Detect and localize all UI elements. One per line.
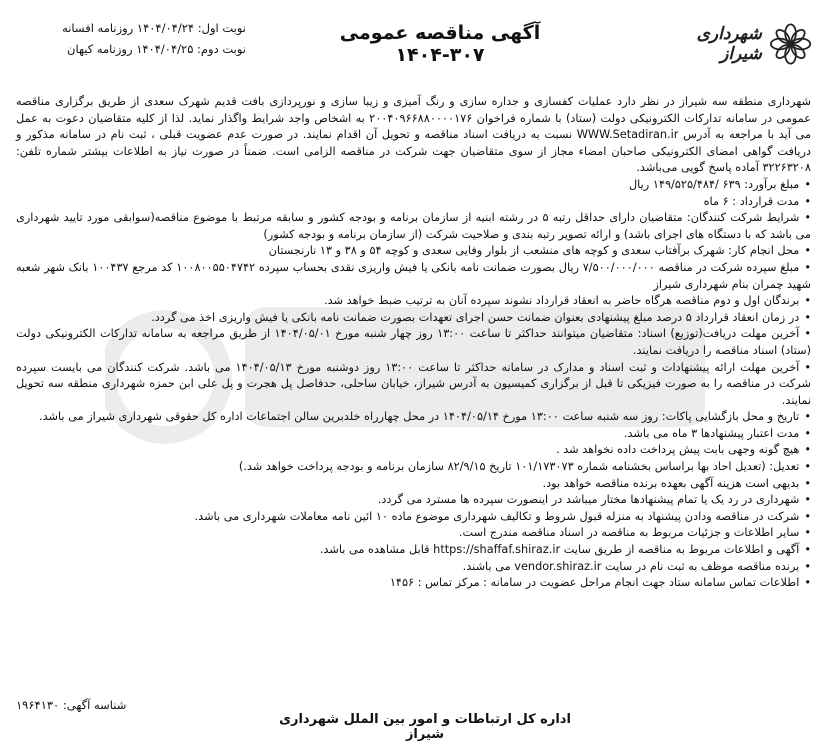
bullet-other-info: • سایر اطلاعات و جزئیات مربوط به مناقصه در اسناد مناقصه مندرج است.	[16, 525, 811, 542]
publication-first: نوبت اول: ۱۴۰۴/۰۴/۲۴ روزنامه افسانه	[62, 21, 246, 35]
logo-wordmark: شهرداری شیراز	[696, 24, 762, 64]
bullet-acceptance-terms: • شرکت در مناقصه ودادن پیشنهاد به منزله قبول شروط و تکالیف شهرداری موضوع ماده ۱۰ ائین نامه معاملات شهرداری می باشد.	[16, 509, 811, 526]
footer	[10, 698, 817, 742]
bullet-proposal-deadline: • آخرین مهلت ارائه پیشنهادات و ثبت اسناد و مدارک در سامانه حداکثر تا ساعت ۱۳:۰۰ روز دوشنبه مورخ ۱۴۰۴/۰۵/۱۳ می باشد. شرکت کنندگان می بایست سپرده شرکت در مناقصه را به صورت فیزیکی تا قبل از برگزاری کمیسیون به آدرس شیراز، خیابان ساحلی، حدفاصل پل هجرت و پل علی ابن حمزه شهرداری منطقه سه تحویل نمایند.	[16, 360, 811, 410]
bullet-no-prepayment: • هیچ گونه وجهی بابت پیش پرداخت داده نخواهد شد .	[16, 442, 811, 459]
bullet-estimated-amount: • مبلغ برآورد: ۶۳۹ /۱۴۹/۵۲۵/۴۸۴ ریال	[16, 177, 811, 194]
bullet-contract-duration: • مدت قرارداد : ۶ ماه	[16, 194, 811, 211]
publication-second: نوبت دوم: ۱۴۰۴/۰۴/۲۵ روزنامه کیهان	[67, 42, 246, 56]
bullet-rejection-right: • شهرداری در رد یک یا تمام پیشنهادها مختار میباشد در اینصورت سپرده ها مسترد می گردد.	[16, 492, 811, 509]
bullet-work-location: • محل انجام کار: شهرک برآفتاب سعدی و کوچه های منشعب از بلوار وفایی سعدی و کوچه ۵۴ و ۳۸ و ۱۳ نارنجستان	[16, 243, 811, 260]
bullet-shaffaf-site: • آگهی و اطلاعات مربوط به مناقصه از طریق سایت https://shaffaf.shiraz.ir قابل مشاهده می باشد.	[16, 542, 811, 559]
bullet-document-deadline: • آخرین مهلت دریافت(توزیع) اسناد: متقاضیان میتوانند حداکثر تا ساعت ۱۳:۰۰ روز چهار شنبه مورخ ۱۴۰۴/۰۵/۰۱ از طریق مراجعه به سامانه تدارکات الکترونیکی دولت (ستاد) اسناد مناقصه را دریافت نمایند.	[16, 326, 811, 359]
bullet-vendor-registration: • برنده مناقصه موظف به ثبت نام در سایت vendor.shiraz.ir می باشند.	[16, 559, 811, 576]
issuer-title: اداره کل ارتباطات و امور بین الملل شهرداری شیراز	[279, 712, 571, 742]
tender-body	[16, 94, 811, 592]
publication-schedule	[16, 18, 246, 60]
bullet-performance-guarantee: • در زمان انعقاد قرارداد ۵ درصد مبلغ پیشنهادی بعنوان ضمانت حسن اجرای تعهدات بصورت ضمانت نامه بانکی یا فیش واریزی اخذ می گردد.	[16, 310, 811, 327]
bullet-winners-deposit: • برندگان اول و دوم مناقصه هرگاه حاضر به انعقاد قرارداد نشوند سپرده آنان به ترتیب ضبط خواهد شد.	[16, 293, 811, 310]
flower-emblem-icon	[770, 21, 811, 67]
intro-paragraph: شهرداری منطقه سه شیراز در نظر دارد عملیات کفسازی و جداره سازی و رنگ آمیزی و زیبا سازی و نورپردازی بافت قدیم شهرک سعدی از طریق برگزاری مناقصه عمومی در سامانه تدارکات الکترونیکی دولت (ستاد) با شماره فراخوان ۲۰۰۴۰۹۶۶۸۸۰۰۰۰۱۷۶ به اشخاص واجد شرایط واگذار نماید. لذا از کلیه متقاضیان دعوت به عمل می آید با مراجعه به آدرس WWW.Setadiran.ir نسبت به دریافت اسناد مناقصه و تحویل آن اقدام نمایند. در صورت عدم عضویت قبلی ، ثبت نام در سامانه مذکور و دریافت گواهی امضای الکترونیکی صاحبان امضاء مجاز از سوی متقاضیان جهت شرکت در مناقصه الزامی است. ضمناً در صورت نیاز به اطلاعات بیشتر شماره تلفن: ۳۲۲۶۳۲۰۸ آماده پاسخ گویی می‌باشد.	[16, 95, 811, 175]
shiraz-municipality-logo	[661, 14, 811, 74]
header	[10, 12, 817, 82]
bullet-validity: • مدت اعتبار پیشنهادها ۳ ماه می باشد.	[16, 426, 811, 443]
bullet-price-adjustment: • تعدیل: (تعدیل احاد بها براساس بخشنامه شماره ۱۰۱/۱۷۳۰۷۳ تاریخ ۸۲/۹/۱۵ سازمان برنامه و بودجه پرداخت خواهد شد.)	[16, 459, 811, 476]
bullet-participant-conditions: • شرایط شرکت کنندگان: متقاضیان دارای حداقل رتبه ۵ در رشته ابنیه از سازمان برنامه و بودجه کشور و سابقه مرتبط با موضوع مناقصه(سوابقی مورد تایید شهرداری می باشد که با دستگاه های اجرای باشد) و ارائه تصویر رتبه بندی و صلاحیت شرکت (از سازمان برنامه و بودجه کشور)	[16, 210, 811, 243]
ad-code: شناسه آگهی: ۱۹۶۴۱۳۰	[16, 698, 127, 712]
page-title: آگهی مناقصه عمومی ۳۰۷-۱۴۰۴	[339, 22, 541, 66]
bullet-setad-contact: • اطلاعات تماس سامانه ستاد جهت انجام مراحل عضویت در سامانه : مرکز تماس : ۱۴۵۶	[16, 575, 811, 592]
bullet-opening-date: • تاریخ و محل بازگشایی پاکات: روز سه شنبه ساعت ۱۳:۰۰ مورخ ۱۴۰۴/۰۵/۱۴ در محل چهارراه خلدبرین سالن اجتماعات اداره کل حقوقی شهرداری شیراز می باشد.	[16, 409, 811, 426]
bullet-ad-cost: • بدیهی است هزینه آگهی بعهده برنده مناقصه خواهد بود.	[16, 476, 811, 493]
tender-ad-page	[10, 12, 817, 742]
bullet-deposit-amount: • مبلغ سپرده شرکت در مناقصه ۷/۵۰۰/۰۰۰/۰۰۰ ریال بصورت ضمانت نامه بانکی یا فیش واریزی نقدی بحساب سپرده ۱۰۰۸۰۰۵۵۰۴۷۴۲ کد مرجع ۱۰۰۴۳۷ بانک شهر شعبه شهید چمران بنام شهرداری شیراز	[16, 260, 811, 293]
